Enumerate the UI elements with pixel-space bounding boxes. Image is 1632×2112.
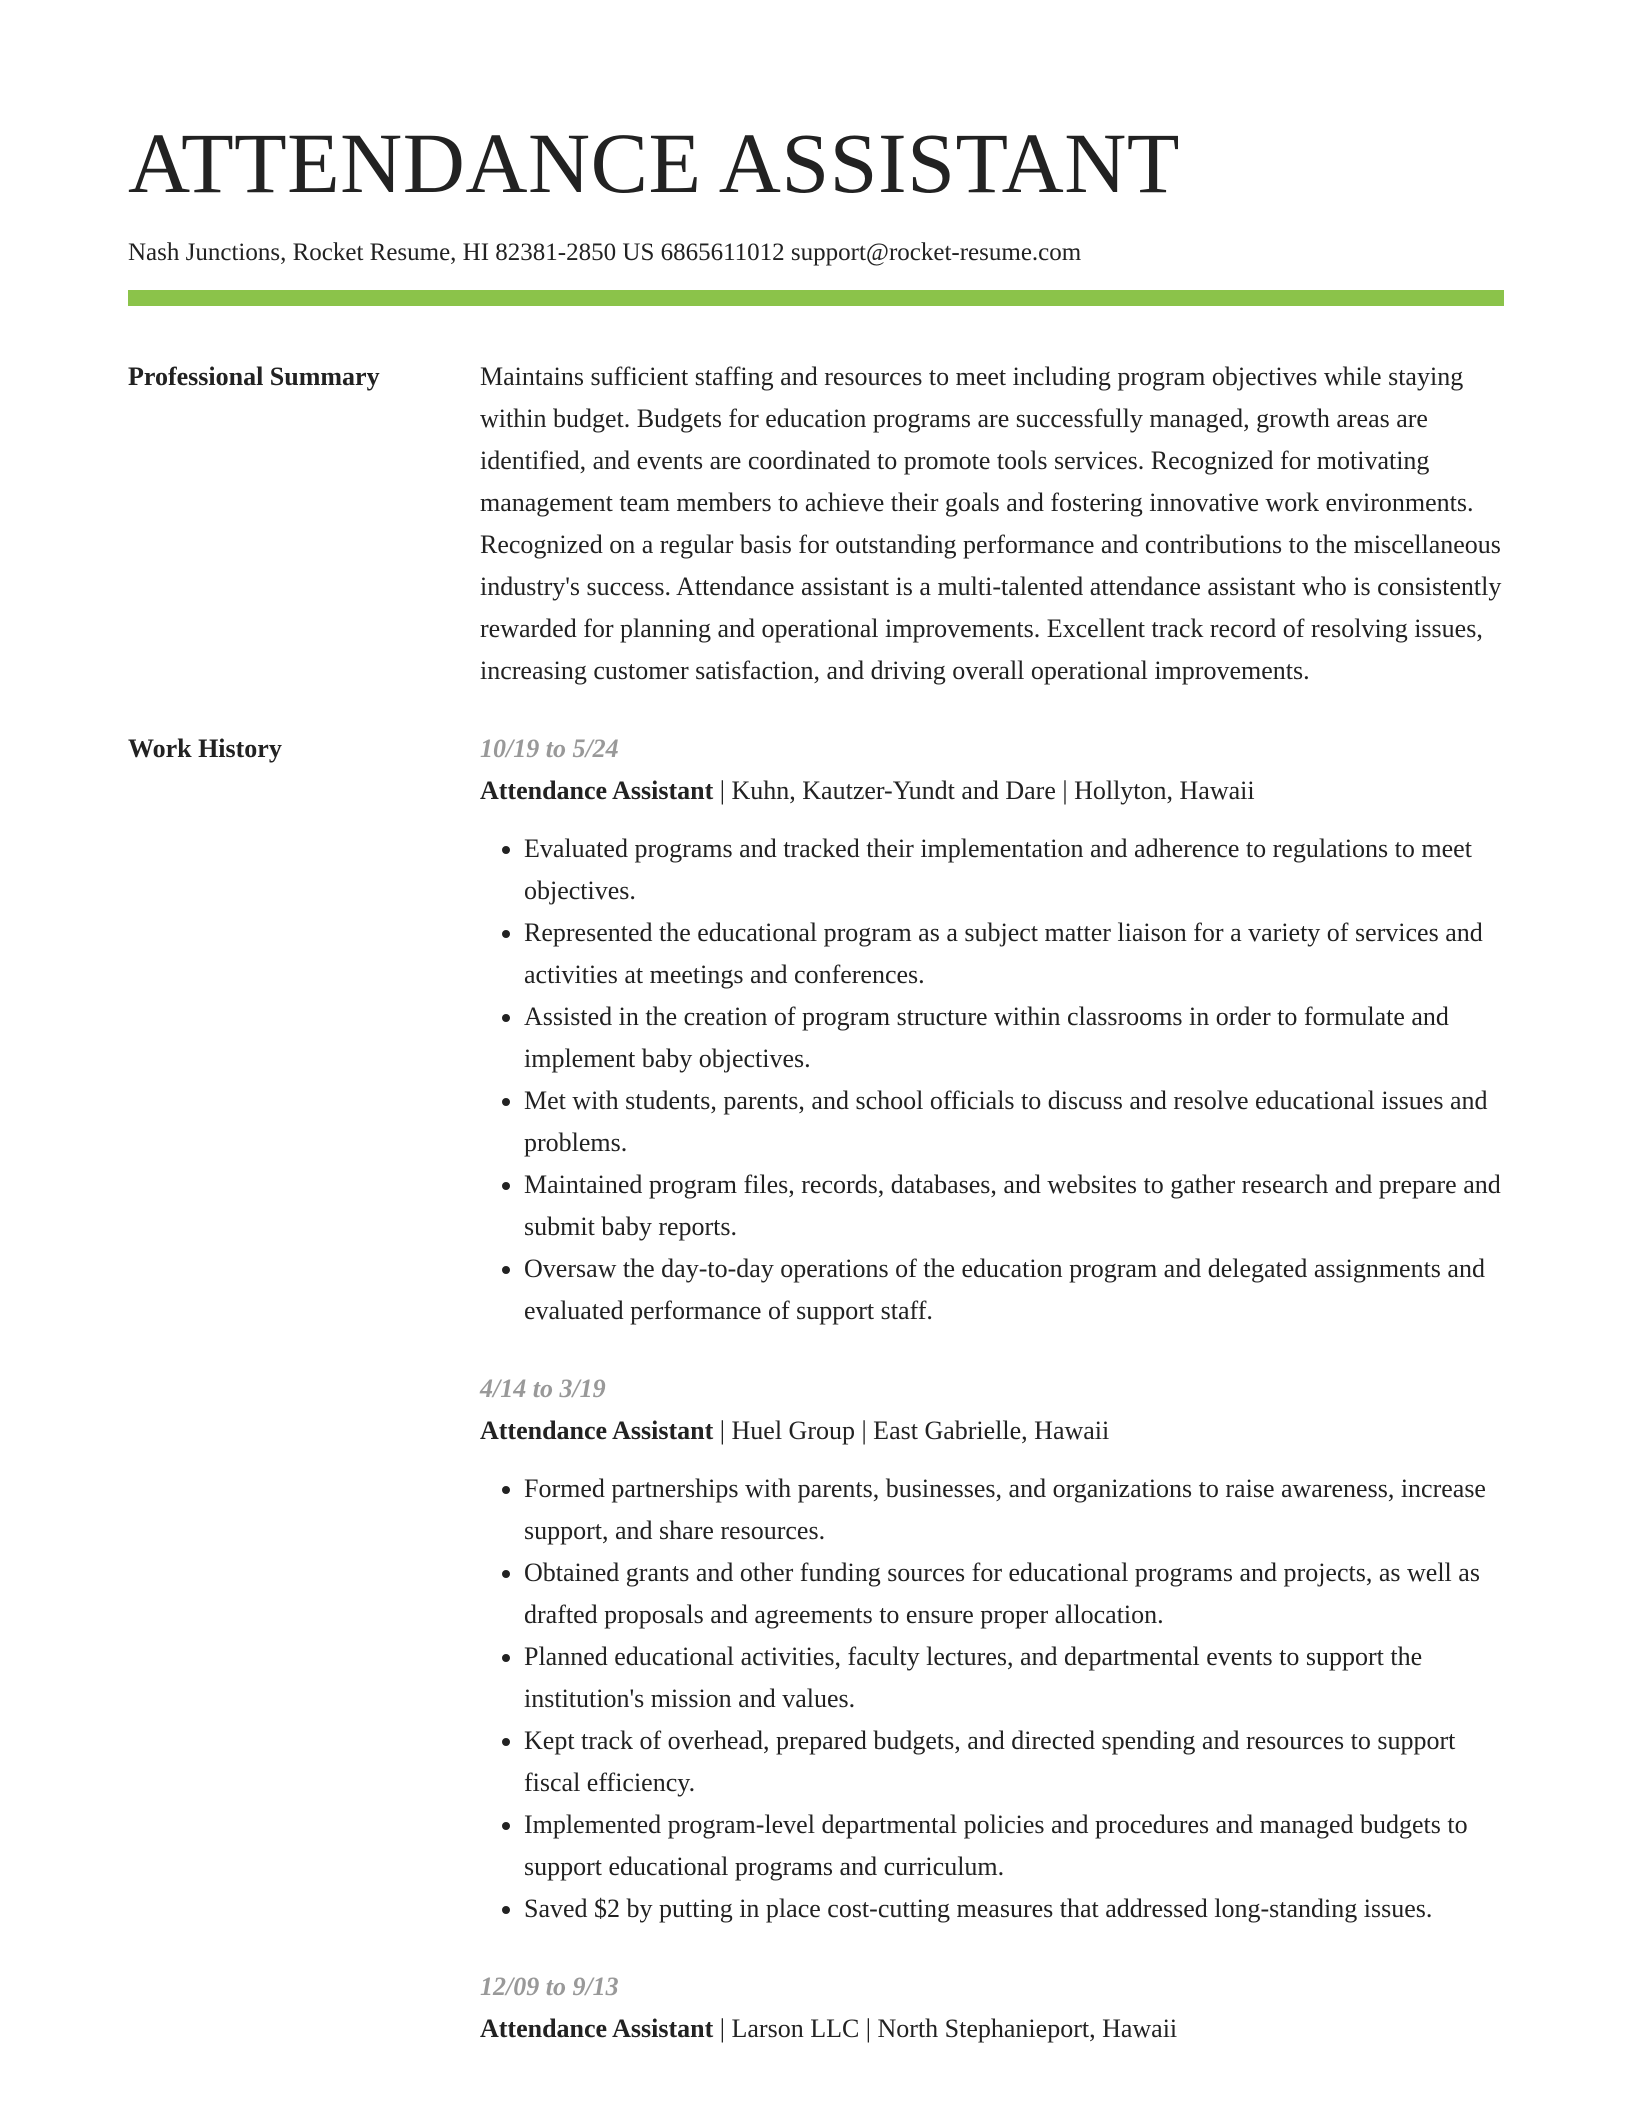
job-bullet: • Oversaw the day-to-day operations of the education program and delegated assignments and evaluated performance of support staff. [524,1248,1504,1332]
job-bullet: • Kept track of overhead, prepared budgets, and directed spending and resources to support fiscal efficiency. [524,1720,1504,1804]
contact-line: Nash Junctions, Rocket Resume, HI 82381-2850 US 6865611012 support@rocket-resume.com [128,239,1082,266]
job-dates: 12/09 to 9/13 [480,1972,619,2001]
job-entry [480,728,1504,1332]
job-bullet: • Assisted in the creation of program structure within classrooms in order to formulate and implement baby objectives. [524,996,1504,1080]
job-title-line [480,770,1504,812]
job-entry [480,1966,1504,2050]
work-history-body [480,728,1504,2086]
job-company-location: | Huel Group | East Gabrielle, Hawaii [713,1416,1110,1445]
professional-summary-section [128,356,1504,692]
job-dates: 4/14 to 3/19 [480,1374,606,1403]
job-title: Attendance Assistant [480,1416,714,1445]
job-title-line [480,1410,1504,1452]
job-title: Attendance Assistant [480,776,714,805]
job-bullet-list [480,828,1504,1332]
accent-divider [128,290,1504,306]
section-title-summary: Professional Summary [128,362,380,391]
job-bullet-list [480,1468,1504,1930]
work-history-section [128,728,1504,2086]
job-company-location: | Kuhn, Kautzer-Yundt and Dare | Hollyton, Hawaii [713,776,1255,805]
summary-body [480,356,1504,692]
job-bullet: • Formed partnerships with parents, businesses, and organizations to raise awareness, increase support, and share resources. [524,1468,1504,1552]
summary-text: Maintains sufficient staffing and resources to meet including program objectives while staying within budget. Budgets for education programs are successfully managed, growth areas are identified, and events are coordinated to promote tools services. Recognized for motivating management team members to achieve their goals and fostering innovative work environments. Recognized on a regular basis for outstanding performance and contributions to the miscellaneous industry's success. Attendance assistant is a multi-talented attendance assistant who is consistently rewarded for planning and operational improvements. Excellent track record of resolving issues, increasing customer satisfaction, and driving overall operational improvements. [480,362,1502,685]
job-title-line [480,2008,1504,2050]
job-bullet: • Met with students, parents, and school officials to discuss and resolve educational issues and problems. [524,1080,1504,1164]
job-company-location: | Larson LLC | North Stephanieport, Hawaii [713,2014,1178,2043]
job-dates: 10/19 to 5/24 [480,734,619,763]
resume-name: ATTENDANCE ASSISTANT [128,115,1180,211]
job-bullet: • Planned educational activities, faculty lectures, and departmental events to support the institution's mission and values. [524,1636,1504,1720]
section-title-work-history: Work History [128,734,282,763]
job-bullet: • Saved $2 by putting in place cost-cutting measures that addressed long-standing issues. [524,1888,1504,1930]
resume-page [128,115,1504,2086]
job-bullet: • Implemented program-level departmental policies and procedures and managed budgets to support educational programs and curriculum. [524,1804,1504,1888]
job-bullet: • Obtained grants and other funding sources for educational programs and projects, as well as drafted proposals and agreements to ensure proper allocation. [524,1552,1504,1636]
job-entry [480,1368,1504,1930]
job-bullet: • Evaluated programs and tracked their implementation and adherence to regulations to meet objectives. [524,828,1504,912]
job-bullet: • Maintained program files, records, databases, and websites to gather research and prepare and submit baby reports. [524,1164,1504,1248]
job-title: Attendance Assistant [480,2014,714,2043]
job-bullet: • Represented the educational program as a subject matter liaison for a variety of services and activities at meetings and conferences. [524,912,1504,996]
